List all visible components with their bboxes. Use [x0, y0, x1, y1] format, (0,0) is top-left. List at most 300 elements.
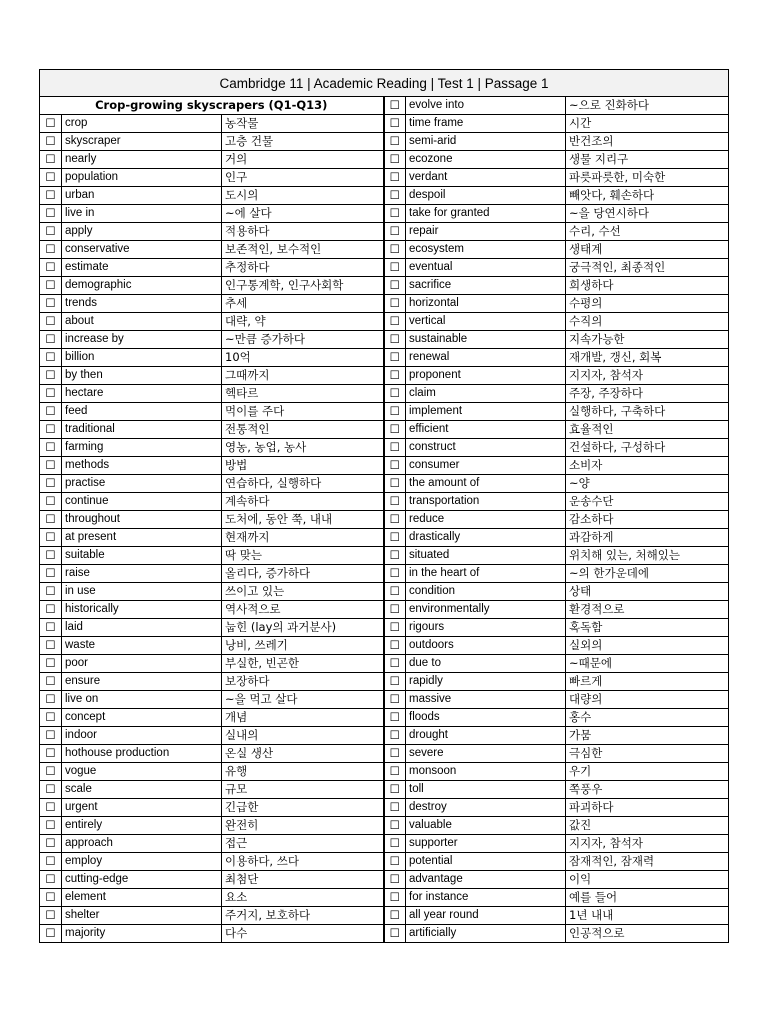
korean-meaning: 눕힌 (lay의 과거분사)	[222, 619, 384, 637]
checkbox[interactable]: ☐	[40, 421, 62, 439]
english-word: toll	[406, 781, 566, 799]
checkbox[interactable]: ☐	[40, 745, 62, 763]
checkbox[interactable]: ☐	[384, 871, 406, 889]
english-word: crop	[62, 115, 222, 133]
english-word: throughout	[62, 511, 222, 529]
korean-meaning: 현재까지	[222, 529, 384, 547]
english-word: by then	[62, 367, 222, 385]
english-word: population	[62, 169, 222, 187]
checkbox[interactable]: ☐	[40, 277, 62, 295]
english-word: reduce	[406, 511, 566, 529]
english-word: repair	[406, 223, 566, 241]
table-row	[40, 313, 729, 331]
checkbox[interactable]: ☐	[40, 889, 62, 907]
english-word: all year round	[406, 907, 566, 925]
english-word: sacrifice	[406, 277, 566, 295]
korean-meaning: 인공적으로	[566, 925, 729, 943]
section-subtitle: Crop-growing skyscrapers (Q1-Q13)	[40, 97, 384, 115]
checkbox[interactable]: ☐	[384, 259, 406, 277]
english-word: drastically	[406, 529, 566, 547]
english-word: approach	[62, 835, 222, 853]
english-word: hectare	[62, 385, 222, 403]
english-word: skyscraper	[62, 133, 222, 151]
checkbox[interactable]: ☐	[384, 601, 406, 619]
korean-meaning: ~때문에	[566, 655, 729, 673]
table-row	[40, 601, 729, 619]
checkbox[interactable]: ☐	[384, 277, 406, 295]
korean-meaning: 대략, 약	[222, 313, 384, 331]
korean-meaning: 연습하다, 실행하다	[222, 475, 384, 493]
checkbox[interactable]: ☐	[384, 673, 406, 691]
checkbox[interactable]: ☐	[40, 151, 62, 169]
checkbox[interactable]: ☐	[384, 295, 406, 313]
english-word: situated	[406, 547, 566, 565]
checkbox[interactable]: ☐	[384, 205, 406, 223]
korean-meaning: 수평의	[566, 295, 729, 313]
checkbox[interactable]: ☐	[384, 457, 406, 475]
korean-meaning: 요소	[222, 889, 384, 907]
checkbox[interactable]: ☐	[40, 511, 62, 529]
korean-meaning: 실행하다, 구축하다	[566, 403, 729, 421]
table-row	[40, 169, 729, 187]
table-row	[40, 205, 729, 223]
table-row	[40, 871, 729, 889]
english-word: vogue	[62, 763, 222, 781]
table-row	[40, 133, 729, 151]
table-row	[40, 331, 729, 349]
english-word: proponent	[406, 367, 566, 385]
korean-meaning: 역사적으로	[222, 601, 384, 619]
checkbox[interactable]: ☐	[40, 529, 62, 547]
korean-meaning: 헥타르	[222, 385, 384, 403]
checkbox[interactable]: ☐	[40, 637, 62, 655]
korean-meaning: 완전히	[222, 817, 384, 835]
korean-meaning: 접근	[222, 835, 384, 853]
english-word: environmentally	[406, 601, 566, 619]
checkbox[interactable]: ☐	[384, 367, 406, 385]
checkbox[interactable]: ☐	[40, 799, 62, 817]
table-row	[40, 565, 729, 583]
korean-meaning: 희생하다	[566, 277, 729, 295]
korean-meaning: 빼앗다, 훼손하다	[566, 187, 729, 205]
korean-meaning: 파릇파릇한, 미숙한	[566, 169, 729, 187]
english-word: apply	[62, 223, 222, 241]
english-word: about	[62, 313, 222, 331]
vocabulary-table	[39, 69, 729, 943]
korean-meaning: 값진	[566, 817, 729, 835]
checkbox[interactable]: ☐	[384, 151, 406, 169]
english-word: rapidly	[406, 673, 566, 691]
checkbox[interactable]: ☐	[40, 691, 62, 709]
korean-meaning: 감소하다	[566, 511, 729, 529]
table-row	[40, 619, 729, 637]
korean-meaning: 소비자	[566, 457, 729, 475]
korean-meaning: 방법	[222, 457, 384, 475]
table-row	[40, 655, 729, 673]
checkbox[interactable]: ☐	[384, 187, 406, 205]
korean-meaning: 과감하게	[566, 529, 729, 547]
english-word: potential	[406, 853, 566, 871]
english-word: drought	[406, 727, 566, 745]
table-row	[40, 493, 729, 511]
korean-meaning: 궁극적인, 최종적인	[566, 259, 729, 277]
korean-meaning: 쓰이고 있는	[222, 583, 384, 601]
english-word: live on	[62, 691, 222, 709]
english-word: element	[62, 889, 222, 907]
checkbox[interactable]: ☐	[40, 475, 62, 493]
korean-meaning: 인구통계학, 인구사회학	[222, 277, 384, 295]
checkbox[interactable]: ☐	[40, 169, 62, 187]
checkbox[interactable]: ☐	[384, 223, 406, 241]
english-word: rigours	[406, 619, 566, 637]
table-row	[40, 457, 729, 475]
english-word: valuable	[406, 817, 566, 835]
checkbox[interactable]: ☐	[40, 907, 62, 925]
checkbox[interactable]: ☐	[384, 691, 406, 709]
english-word: raise	[62, 565, 222, 583]
table-row	[40, 421, 729, 439]
english-word: semi-arid	[406, 133, 566, 151]
english-word: demographic	[62, 277, 222, 295]
checkbox[interactable]: ☐	[40, 619, 62, 637]
korean-meaning: ~으로 진화하다	[566, 97, 729, 115]
english-word: ecosystem	[406, 241, 566, 259]
korean-meaning: ~을 당연시하다	[566, 205, 729, 223]
english-word: construct	[406, 439, 566, 457]
korean-meaning: 고층 건물	[222, 133, 384, 151]
english-word: scale	[62, 781, 222, 799]
checkbox[interactable]: ☐	[384, 763, 406, 781]
checkbox[interactable]: ☐	[40, 925, 62, 943]
english-word: employ	[62, 853, 222, 871]
table-row	[40, 727, 729, 745]
checkbox[interactable]: ☐	[40, 763, 62, 781]
table-row	[40, 277, 729, 295]
korean-meaning: 운송수단	[566, 493, 729, 511]
english-word: shelter	[62, 907, 222, 925]
checkbox[interactable]: ☐	[384, 115, 406, 133]
english-word: destroy	[406, 799, 566, 817]
english-word: waste	[62, 637, 222, 655]
checkbox[interactable]: ☐	[40, 403, 62, 421]
korean-meaning: 지지자, 참석자	[566, 367, 729, 385]
korean-meaning: 보존적인, 보수적인	[222, 241, 384, 259]
english-word: farming	[62, 439, 222, 457]
checkbox[interactable]: ☐	[384, 925, 406, 943]
english-word: outdoors	[406, 637, 566, 655]
english-word: verdant	[406, 169, 566, 187]
english-word: continue	[62, 493, 222, 511]
table-row	[40, 673, 729, 691]
checkbox[interactable]: ☐	[40, 259, 62, 277]
korean-meaning: 최첨단	[222, 871, 384, 889]
checkbox[interactable]: ☐	[40, 673, 62, 691]
table-row	[40, 511, 729, 529]
korean-meaning: 다수	[222, 925, 384, 943]
english-word: conservative	[62, 241, 222, 259]
korean-meaning: 재개발, 갱신, 회복	[566, 349, 729, 367]
checkbox[interactable]: ☐	[384, 745, 406, 763]
korean-meaning: 지속가능한	[566, 331, 729, 349]
english-word: indoor	[62, 727, 222, 745]
checkbox[interactable]: ☐	[384, 889, 406, 907]
english-word: condition	[406, 583, 566, 601]
table-row	[40, 97, 729, 115]
korean-meaning: 이익	[566, 871, 729, 889]
checkbox[interactable]: ☐	[384, 511, 406, 529]
checkbox[interactable]: ☐	[40, 205, 62, 223]
checkbox[interactable]: ☐	[40, 493, 62, 511]
checkbox[interactable]: ☐	[384, 619, 406, 637]
table-row	[40, 637, 729, 655]
english-word: evolve into	[406, 97, 566, 115]
korean-meaning: 실외의	[566, 637, 729, 655]
korean-meaning: 대량의	[566, 691, 729, 709]
table-row	[40, 439, 729, 457]
checkbox[interactable]: ☐	[384, 655, 406, 673]
checkbox[interactable]: ☐	[40, 853, 62, 871]
english-word: monsoon	[406, 763, 566, 781]
checkbox[interactable]: ☐	[384, 817, 406, 835]
korean-meaning: 가뭄	[566, 727, 729, 745]
korean-meaning: ~만큼 증가하다	[222, 331, 384, 349]
checkbox[interactable]: ☐	[40, 727, 62, 745]
checkbox[interactable]: ☐	[384, 547, 406, 565]
english-word: majority	[62, 925, 222, 943]
korean-meaning: 부실한, 빈곤한	[222, 655, 384, 673]
english-word: floods	[406, 709, 566, 727]
korean-meaning: 파괴하다	[566, 799, 729, 817]
table-row	[40, 889, 729, 907]
checkbox[interactable]: ☐	[40, 601, 62, 619]
korean-meaning: 환경적으로	[566, 601, 729, 619]
english-word: ecozone	[406, 151, 566, 169]
checkbox[interactable]: ☐	[384, 529, 406, 547]
korean-meaning: 시간	[566, 115, 729, 133]
table-row	[40, 385, 729, 403]
english-word: artificially	[406, 925, 566, 943]
korean-meaning: 보장하다	[222, 673, 384, 691]
korean-meaning: 딱 맞는	[222, 547, 384, 565]
korean-meaning: 상태	[566, 583, 729, 601]
table-row	[40, 187, 729, 205]
checkbox[interactable]: ☐	[40, 133, 62, 151]
checkbox[interactable]: ☐	[40, 349, 62, 367]
checkbox[interactable]: ☐	[40, 367, 62, 385]
checkbox[interactable]: ☐	[384, 493, 406, 511]
korean-meaning: 빠르게	[566, 673, 729, 691]
checkbox[interactable]: ☐	[384, 403, 406, 421]
checkbox[interactable]: ☐	[384, 241, 406, 259]
korean-meaning: 위치해 있는, 처해있는	[566, 547, 729, 565]
english-word: feed	[62, 403, 222, 421]
english-word: ensure	[62, 673, 222, 691]
checkbox[interactable]: ☐	[40, 187, 62, 205]
checkbox[interactable]: ☐	[384, 313, 406, 331]
table-row	[40, 781, 729, 799]
checkbox[interactable]: ☐	[384, 97, 406, 115]
checkbox[interactable]: ☐	[40, 871, 62, 889]
english-word: poor	[62, 655, 222, 673]
checkbox[interactable]: ☐	[40, 547, 62, 565]
english-word: nearly	[62, 151, 222, 169]
english-word: vertical	[406, 313, 566, 331]
english-word: increase by	[62, 331, 222, 349]
korean-meaning: 적용하다	[222, 223, 384, 241]
korean-meaning: 올리다, 증가하다	[222, 565, 384, 583]
english-word: entirely	[62, 817, 222, 835]
korean-meaning: 10억	[222, 349, 384, 367]
table-row	[40, 691, 729, 709]
table-row	[40, 529, 729, 547]
table-row	[40, 853, 729, 871]
korean-meaning: 쪽풍우	[566, 781, 729, 799]
english-word: urban	[62, 187, 222, 205]
checkbox[interactable]: ☐	[40, 583, 62, 601]
checkbox[interactable]: ☐	[40, 331, 62, 349]
korean-meaning: 혹독함	[566, 619, 729, 637]
table-row	[40, 151, 729, 169]
checkbox[interactable]: ☐	[40, 457, 62, 475]
english-word: practise	[62, 475, 222, 493]
korean-meaning: 인구	[222, 169, 384, 187]
english-word: at present	[62, 529, 222, 547]
korean-meaning: 거의	[222, 151, 384, 169]
table-row	[40, 583, 729, 601]
english-word: renewal	[406, 349, 566, 367]
korean-meaning: 실내의	[222, 727, 384, 745]
checkbox[interactable]: ☐	[384, 637, 406, 655]
checkbox[interactable]: ☐	[384, 331, 406, 349]
english-word: methods	[62, 457, 222, 475]
english-word: consumer	[406, 457, 566, 475]
checkbox[interactable]: ☐	[40, 385, 62, 403]
korean-meaning: 긴급한	[222, 799, 384, 817]
korean-meaning: 생물 지리구	[566, 151, 729, 169]
korean-meaning: 생태계	[566, 241, 729, 259]
checkbox[interactable]: ☐	[384, 799, 406, 817]
korean-meaning: 극심한	[566, 745, 729, 763]
english-word: laid	[62, 619, 222, 637]
table-row	[40, 547, 729, 565]
checkbox[interactable]: ☐	[40, 295, 62, 313]
checkbox[interactable]: ☐	[40, 565, 62, 583]
english-word: concept	[62, 709, 222, 727]
english-word: time frame	[406, 115, 566, 133]
korean-meaning: 그때까지	[222, 367, 384, 385]
checkbox[interactable]: ☐	[384, 385, 406, 403]
korean-meaning: 주거지, 보호하다	[222, 907, 384, 925]
checkbox[interactable]: ☐	[384, 907, 406, 925]
korean-meaning: 개념	[222, 709, 384, 727]
korean-meaning: ~에 살다	[222, 205, 384, 223]
korean-meaning: 영농, 농업, 농사	[222, 439, 384, 457]
english-word: historically	[62, 601, 222, 619]
checkbox[interactable]: ☐	[40, 439, 62, 457]
english-word: take for granted	[406, 205, 566, 223]
table-row	[40, 241, 729, 259]
checkbox[interactable]: ☐	[384, 439, 406, 457]
checkbox[interactable]: ☐	[40, 241, 62, 259]
english-word: advantage	[406, 871, 566, 889]
checkbox[interactable]: ☐	[384, 583, 406, 601]
table-row	[40, 835, 729, 853]
checkbox[interactable]: ☐	[384, 853, 406, 871]
english-word: claim	[406, 385, 566, 403]
korean-meaning: 먹이를 주다	[222, 403, 384, 421]
korean-meaning: 도시의	[222, 187, 384, 205]
korean-meaning: 주장, 주장하다	[566, 385, 729, 403]
table-row	[40, 817, 729, 835]
checkbox[interactable]: ☐	[384, 781, 406, 799]
english-word: for instance	[406, 889, 566, 907]
table-row	[40, 349, 729, 367]
table-row	[40, 259, 729, 277]
korean-meaning: 예를 들어	[566, 889, 729, 907]
english-word: due to	[406, 655, 566, 673]
korean-meaning: 수리, 수선	[566, 223, 729, 241]
checkbox[interactable]: ☐	[384, 835, 406, 853]
korean-meaning: 반건조의	[566, 133, 729, 151]
english-word: efficient	[406, 421, 566, 439]
english-word: suitable	[62, 547, 222, 565]
checkbox[interactable]: ☐	[40, 655, 62, 673]
checkbox[interactable]: ☐	[40, 709, 62, 727]
table-row	[40, 295, 729, 313]
table-row	[40, 745, 729, 763]
english-word: transportation	[406, 493, 566, 511]
english-word: billion	[62, 349, 222, 367]
checkbox[interactable]: ☐	[40, 115, 62, 133]
korean-meaning: 전통적인	[222, 421, 384, 439]
korean-meaning: 건설하다, 구성하다	[566, 439, 729, 457]
checkbox[interactable]: ☐	[384, 169, 406, 187]
checkbox[interactable]: ☐	[40, 781, 62, 799]
table-row	[40, 403, 729, 421]
checkbox[interactable]: ☐	[384, 349, 406, 367]
english-word: trends	[62, 295, 222, 313]
checkbox[interactable]: ☐	[40, 313, 62, 331]
korean-meaning: 규모	[222, 781, 384, 799]
checkbox[interactable]: ☐	[40, 223, 62, 241]
checkbox[interactable]: ☐	[384, 709, 406, 727]
english-word: severe	[406, 745, 566, 763]
checkbox[interactable]: ☐	[384, 565, 406, 583]
english-word: urgent	[62, 799, 222, 817]
english-word: sustainable	[406, 331, 566, 349]
korean-meaning: 이용하다, 쓰다	[222, 853, 384, 871]
checkbox[interactable]: ☐	[40, 817, 62, 835]
checkbox[interactable]: ☐	[384, 421, 406, 439]
checkbox[interactable]: ☐	[384, 133, 406, 151]
checkbox[interactable]: ☐	[384, 475, 406, 493]
korean-meaning: 1년 내내	[566, 907, 729, 925]
korean-meaning: ~의 한가운데에	[566, 565, 729, 583]
korean-meaning: 계속하다	[222, 493, 384, 511]
checkbox[interactable]: ☐	[40, 835, 62, 853]
korean-meaning: 지지자, 참석자	[566, 835, 729, 853]
english-word: cutting-edge	[62, 871, 222, 889]
table-row	[40, 115, 729, 133]
table-row	[40, 709, 729, 727]
english-word: supporter	[406, 835, 566, 853]
table-row	[40, 907, 729, 925]
korean-meaning: 잠재적인, 잠재력	[566, 853, 729, 871]
table-row	[40, 799, 729, 817]
english-word: despoil	[406, 187, 566, 205]
korean-meaning: 도처에, 동안 쭉, 내내	[222, 511, 384, 529]
checkbox[interactable]: ☐	[384, 727, 406, 745]
